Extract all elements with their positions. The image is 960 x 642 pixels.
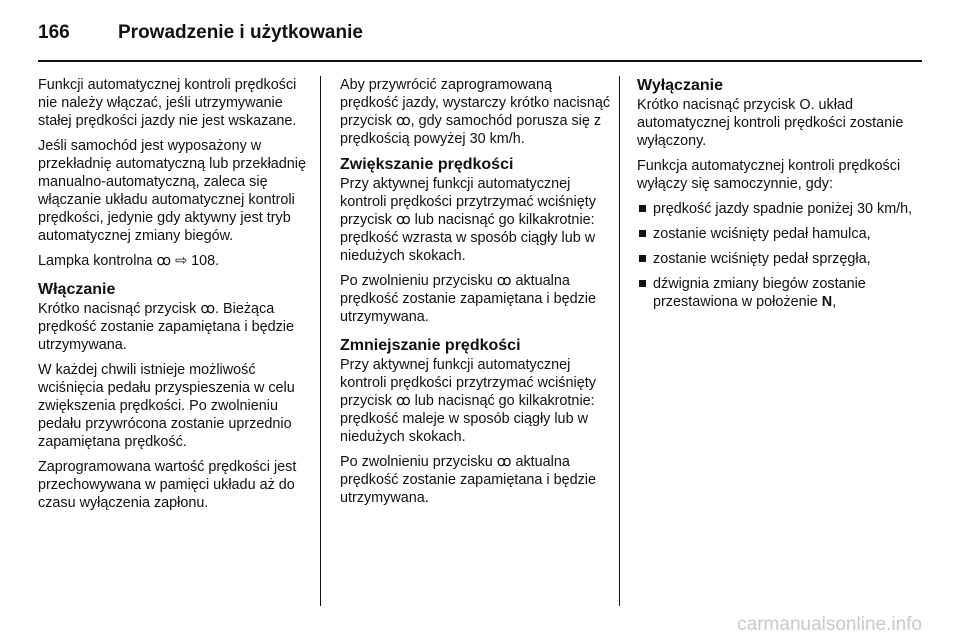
text: Krótko nacisnąć przycisk — [38, 301, 197, 317]
paragraph — [340, 76, 612, 148]
text: Przy aktywnej funkcji automatycznej kontroli prędkości przytrzymać wciśnięty przycisk — [340, 357, 596, 409]
paragraph: Funkcji automatycznej kontroli prędkości nie należy włączać, jeśli utrzymywanie stałej prędkości jazdy nie jest wskazane. — [38, 77, 297, 129]
list-item — [637, 200, 927, 218]
text: Krótko nacisnąć przycisk — [637, 97, 796, 113]
text: . układ automatycznej kontroli prędkości zostanie wyłączony. — [637, 97, 904, 149]
column-1 — [38, 76, 308, 519]
bullet-icon — [639, 255, 646, 262]
paragraph — [38, 300, 308, 354]
off-button-icon: O — [799, 97, 811, 113]
list-item-text: dźwignia zmiany biegów zostanie przestawiona w położenie — [653, 276, 866, 310]
text: Przy aktywnej funkcji automatycznej kontroli prędkości przytrzymać wciśnięty przycisk — [340, 176, 596, 228]
text: , gdy samochód porusza się z prędkością powyżej 30 km/h. — [340, 113, 602, 147]
page-number: 166 — [38, 22, 70, 43]
paragraph: Jeśli samochód jest wyposażony w przekładnię automatyczną lub przekładnię manualno-automatyczną, zaleca się włączanie układu automatycznej kontroli prędkości, jedynie gdy aktywny jest tryb automatycznej zmiany biegów. — [38, 138, 306, 244]
column-divider — [320, 76, 321, 606]
list-item-text: zostanie wciśnięty pedał hamulca, — [653, 226, 871, 242]
list-item — [637, 250, 927, 268]
cruise-control-icon: ꝏ — [496, 273, 512, 289]
heading-wlaczanie: Włączanie — [38, 281, 116, 298]
paragraph — [340, 356, 612, 446]
paragraph — [38, 252, 308, 270]
bullet-icon — [639, 205, 646, 212]
page-title: Prowadzenie i użytkowanie — [118, 22, 363, 43]
cruise-control-icon: ꝏ — [156, 253, 172, 269]
decrease-speed-icon: ꝏ — [395, 393, 411, 409]
heading-wylaczanie: Wyłączanie — [637, 77, 723, 94]
column-2 — [340, 76, 612, 514]
paragraph — [340, 175, 612, 265]
list-item-text: prędkość jazdy spadnie poniżej 30 km/h, — [653, 201, 913, 217]
bullet-icon — [639, 230, 646, 237]
text: Po zwolnieniu przycisku — [340, 273, 493, 289]
cruise-control-icon: ꝏ — [200, 301, 216, 317]
list-item — [637, 275, 927, 311]
text: aktualna prędkość zostanie zapamiętana i będzie utrzymywana. — [340, 454, 596, 506]
paragraph: W każdej chwili istnieje możliwość wciśnięcia pedału przyspieszenia w celu zwiększenia prędkości. Po zwolnieniu pedału przywrócona zostanie uprzednio zapamiętana prędkość. — [38, 362, 295, 450]
page-reference-link[interactable]: ⇨ 108. — [175, 253, 220, 269]
heading-zwiekszanie: Zwiększanie prędkości — [340, 156, 514, 173]
list-item-text: zostanie wciśnięty pedał sprzęgła, — [653, 251, 871, 267]
text: , — [832, 294, 837, 310]
page-header — [38, 22, 363, 44]
condition-list — [637, 200, 927, 311]
cruise-control-icon: ꝏ — [395, 212, 411, 228]
heading-zmniejszanie: Zmniejszanie prędkości — [340, 337, 521, 354]
paragraph — [340, 453, 612, 507]
text: Lampka kontrolna — [38, 253, 153, 269]
paragraph — [340, 272, 612, 326]
bullet-icon — [639, 280, 646, 287]
watermark: carmanualsonline.info — [737, 614, 922, 635]
text: aktualna prędkość zostanie zapamiętana i będzie utrzymywana. — [340, 273, 596, 325]
column-3 — [637, 76, 927, 318]
text: lub nacisnąć go kilkakrotnie: prędkość maleje w sposób ciągły lub w niedużych skokach. — [340, 393, 595, 445]
list-item — [637, 225, 927, 243]
resume-button-icon: ꝏ — [395, 113, 411, 129]
text: Aby przywrócić zaprogramowaną prędkość jazdy, wystarczy krótko nacisnąć przycisk — [340, 77, 611, 129]
paragraph: Zaprogramowana wartość prędkości jest przechowywana w pamięci układu aż do czasu wyłączenia zapłonu. — [38, 459, 297, 511]
gear-position-label: N — [821, 294, 833, 310]
text: lub nacisnąć go kilkakrotnie: prędkość wzrasta w sposób ciągły lub w niedużych skokach. — [340, 212, 596, 264]
text: . Bieżąca prędkość zostanie zapamiętana i będzie utrzymywana. — [38, 301, 294, 353]
text: Po zwolnieniu przycisku — [340, 454, 493, 470]
decrease-speed-icon: ꝏ — [496, 454, 512, 470]
paragraph — [637, 96, 927, 150]
header-rule — [38, 60, 922, 62]
paragraph: Funkcja automatycznej kontroli prędkości wyłączy się samoczynnie, gdy: — [637, 158, 901, 192]
column-divider — [619, 76, 620, 606]
